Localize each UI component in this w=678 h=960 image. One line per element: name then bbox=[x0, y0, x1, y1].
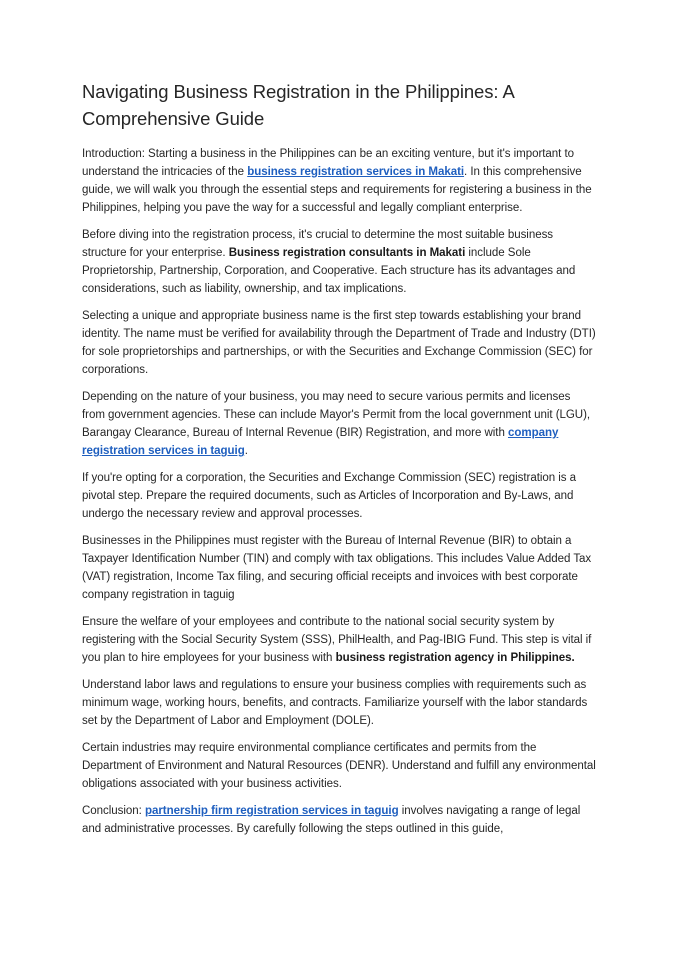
intro-text: Introduction: Starting a business in the Philippines can be an exciting venture, but it's important to understand the intricacies of the bbox=[82, 148, 574, 178]
business-structure-text-rest: include Sole Proprietorship, Partnership, Corporation, and Cooperative. Each structure has its advantages and considerations, such as liability, ownership, and tax implications. bbox=[82, 247, 576, 295]
intro-text-rest: . In this comprehensive guide, we will walk you through the essential steps and requirements for registering a business in the Philippines, helping you pave the way for a successful and legally compliant enterprise. bbox=[82, 166, 592, 214]
conclusion-text: involves navigating a range of legal and administrative processes. By carefully following the steps outlined in this guide, bbox=[82, 805, 581, 835]
page-title: Navigating Business Registration in the Philippines: A Comprehensive Guide bbox=[82, 81, 514, 129]
permits-text: Depending on the nature of your business, you may need to secure various permits and licenses from government agencies. These can include Mayor's Permit from the local government unit (LGU), Barangay Clearance, Bureau of Internal Revenue (BIR) Registration, and more with bbox=[82, 391, 591, 439]
bir-registration-paragraph: Businesses in the Philippines must register with the Bureau of Internal Revenue (BIR) to obtain a Taxpayer Identification Number (TIN) and comply with tax obligations. This includes Value Added Tax (VAT) registration, Income Tax filing, and securing official receipts and invoices with best corporate company registration in taguig bbox=[82, 535, 592, 601]
business-structure-text: Before diving into the registration process, it's crucial to determine the most suitable business structure for your enterprise. bbox=[82, 229, 554, 259]
business-name-paragraph: Selecting a unique and appropriate business name is the first step towards establishing your brand identity. The name must be verified for availability through the Department of Trade and Industry (DTI) for sole proprietorships and partnerships, or with the Securities and Exchange Commission (SEC) for corporations. bbox=[82, 310, 596, 376]
business-registration-makati-link[interactable]: business registration services in Makati bbox=[247, 166, 465, 178]
labor-laws-paragraph: Understand labor laws and regulations to ensure your business complies with requirements such as minimum wage, working hours, benefits, and contracts. Familiarize yourself with the labor standards set by the Department of Labor and Employment (DOLE). bbox=[82, 679, 588, 727]
social-security-text: Ensure the welfare of your employees and contribute to the national social security system by registering with the Social Security System (SSS), PhilHealth, and Pag-IBIG Fund. This step is vital if you plan to hire employees for your business with bbox=[82, 616, 592, 664]
permits-paragraph bbox=[82, 388, 596, 460]
permits-text-rest: . bbox=[244, 445, 248, 457]
social-security-paragraph bbox=[82, 613, 596, 667]
sec-registration-paragraph: If you're opting for a corporation, the Securities and Exchange Commission (SEC) registration is a pivotal step. Prepare the required documents, such as Articles of Incorporation and By-Laws, and undergo the necessary review and approval processes. bbox=[82, 472, 577, 520]
conclusion-label: Conclusion: bbox=[82, 805, 145, 817]
partnership-firm-taguig-link[interactable]: partnership firm registration services in taguig bbox=[144, 805, 399, 817]
intro-paragraph bbox=[82, 145, 596, 217]
company-registration-taguig-link[interactable]: company registration services in taguig bbox=[82, 427, 559, 457]
business-structure-paragraph bbox=[82, 226, 596, 298]
environmental-paragraph: Certain industries may require environmental compliance certificates and permits from the Department of Environment and Natural Resources (DENR). Understand and fulfill any environmental obligations associated with your business activities. bbox=[82, 742, 596, 790]
registration-agency-bold: business registration agency in Philippines. bbox=[335, 652, 575, 664]
document-page bbox=[82, 78, 596, 847]
consultants-makati-bold: Business registration consultants in Makati bbox=[228, 247, 466, 259]
conclusion-paragraph bbox=[82, 802, 596, 838]
